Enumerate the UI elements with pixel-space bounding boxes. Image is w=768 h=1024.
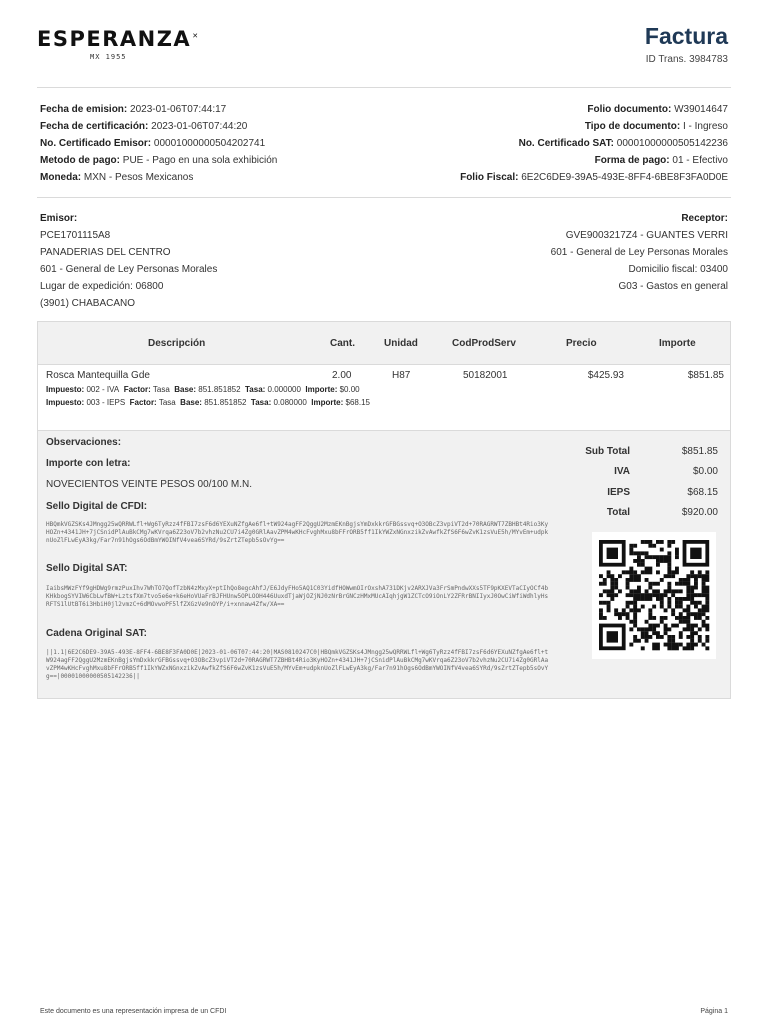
ieps-value: $68.15 — [687, 487, 718, 498]
row-unidad: H87 — [392, 370, 411, 381]
row-cant: 2.00 — [332, 370, 352, 381]
sello-cfdi-label: Sello Digital de CFDI: — [46, 501, 148, 512]
col-importe: Importe — [659, 338, 696, 349]
info-fecha-certificacion: Fecha de certificación: 2023-01-06T07:44:20 — [40, 121, 248, 132]
emisor-label: Emisor: — [40, 213, 78, 224]
info-folio-fiscal: Folio Fiscal: 6E2C6DE9-39A5-493E-8FF4-6BE8F3FA0D0E — [460, 172, 728, 183]
col-cant: Cant. — [330, 338, 355, 349]
emisor-name: PANADERIAS DEL CENTRO — [40, 247, 171, 258]
invoice-info-right — [460, 101, 728, 186]
emisor-sucursal: (3901) CHABACANO — [40, 298, 136, 309]
sello-cfdi-value: HBQmkVGZSKs4JMngg25wQRRWLfl+Wg6TyRzz4fFBI7zsF6d6YEXuNZfgAe6fl+tW924agFF2QggU2MzmEKnBgjsYmDxkkrGFBGssvq+O3OBcZ3vpiVT2d+70RAGRWT7ZBHBt4Rio3KyHOZn+4341JH+7jCSnidPlAuBkCMg7wKVrqa6Z23oV7b2vhzNu2CU7i4Zg0GRlAavZPM4wKHcFvghMxu8bFFrORB5ff1IkYWZxNGnxzikZvAwfkZfS6F6wZvK1zsVuE5h/MYvEm+udpknUoZlFLwEyA3kg/Far7n91hOgs6OdBmYWOINfV4vea6SYRd/9sZrtZTepb5sOvYg== — [46, 521, 549, 544]
logo-subtext: MX 1955 — [90, 53, 127, 61]
document-title-block — [645, 23, 728, 65]
qr-code-icon — [592, 532, 716, 659]
emisor-regimen: 601 - General de Ley Personas Morales — [40, 264, 218, 275]
iva-label: IVA — [614, 466, 630, 477]
emisor-block — [40, 210, 217, 312]
iva-value: $0.00 — [692, 466, 718, 477]
col-unidad: Unidad — [384, 338, 418, 349]
summary-panel — [37, 431, 731, 699]
subtotal-label: Sub Total — [585, 446, 630, 457]
sello-sat-label: Sello Digital SAT: — [46, 563, 128, 574]
info-certificado-emisor: No. Certificado Emisor: 00001000000504202741 — [40, 138, 266, 149]
row-codprodserv: 50182001 — [463, 370, 508, 381]
transaction-id: ID Trans. 3984783 — [645, 54, 728, 65]
page-number: Página 1 — [700, 1008, 728, 1015]
receptor-label: Receptor: — [681, 213, 728, 224]
receptor-regimen: 601 - General de Ley Personas Morales — [550, 247, 728, 258]
col-precio: Precio — [566, 338, 597, 349]
info-divider — [37, 197, 731, 198]
invoice-info-left — [40, 101, 277, 186]
footer-disclaimer: Este documento es una representación impresa de un CFDI — [40, 1008, 227, 1015]
col-codprodserv: CodProdServ — [452, 338, 516, 349]
emisor-lugar-expedicion: Lugar de expedición: 06800 — [40, 281, 164, 292]
info-metodo-pago: Metodo de pago: PUE - Pago en una sola exhibición — [40, 155, 278, 166]
cadena-original-value: ||1.1|6E2C6DE9-39A5-493E-8FF4-6BE8F3FA0D0E|2023-01-06T07:44:20|MAS0810247C0|HBQmkVGZSKs4JMngg25wQRRWLfl+Wg6TyRzz4fFBI7zsF6d6YEXuNZfgAe6fl+tW924agFF2QggU2MzmEKnBgjsYmDxkkrGFBGssvq+O3OBcZ3vpiVT2d+70RAGRWT7ZBHBt4Rio3KyHOZn+4341JH+7jCSnidPlAuBkCMg7wKVrqa6Z23oV7b2vhzNu2CU7i4Zg0GRlAavZPM4wKHcFvghMxu8bFFrORB5ff1IkYWZxNGnxzikZvAwfkZfS6F6wZvK1zsVuE5h/MYvEm+udpknUoZlFLwEyA3kg/Far7n91hOgs6OdBmYWOINfV4vea6SYRd/9sZrtZTepb5sOvYg==|00001000000505142236|| — [46, 649, 549, 680]
total-value: $920.00 — [681, 507, 718, 518]
receptor-uso-cfdi: G03 - Gastos en general — [618, 281, 728, 292]
qr-code-graphic — [592, 532, 716, 659]
total-label: Total — [606, 507, 630, 518]
row-precio: $425.93 — [587, 370, 624, 381]
tax-line-iva: Impuesto: 002 - IVA Factor: Tasa Base: 851.851852 Tasa: 0.000000 Importe: $0.00 — [46, 385, 360, 394]
emisor-rfc: PCE1701115A8 — [40, 230, 111, 241]
items-table-header — [38, 322, 730, 365]
info-folio-documento: Folio documento: W39014647 — [587, 104, 728, 115]
row-importe: $851.85 — [687, 370, 724, 381]
col-descripcion: Descripción — [148, 338, 206, 349]
info-fecha-emision: Fecha de emision: 2023-01-06T07:44:17 — [40, 104, 227, 115]
importe-letra-label: Importe con letra: — [46, 458, 131, 469]
subtotal-value: $851.85 — [681, 446, 718, 457]
observaciones-label: Observaciones: — [46, 437, 122, 448]
header-divider — [37, 87, 731, 88]
document-title: Factura — [644, 23, 728, 49]
info-tipo-documento: Tipo de documento: I - Ingreso — [584, 121, 728, 132]
logo-mark: ✕ — [192, 32, 200, 40]
tax-line-ieps: Impuesto: 003 - IEPS Factor: Tasa Base: 851.851852 Tasa: 0.080000 Importe: $68.15 — [46, 398, 370, 407]
receptor-block — [551, 210, 728, 295]
info-certificado-sat: No. Certificado SAT: 00001000000505142236 — [518, 138, 728, 149]
cadena-original-label: Cadena Original SAT: — [46, 628, 147, 639]
receptor-domicilio: Domicilio fiscal: 03400 — [628, 264, 728, 275]
brand-logo — [37, 25, 200, 61]
ieps-label: IEPS — [607, 487, 630, 498]
row-descripcion: Rosca Mantequilla Gde — [46, 370, 150, 381]
importe-letra-value: NOVECIENTOS VEINTE PESOS 00/100 M.N. — [46, 479, 252, 490]
sello-sat-value: IaibsMWzFYf9gHDWg9rmzPuxIhv7WhTO7QofTzbN4zMxyX+ptIhQo8egcAhfJ/E6JdyFHo5AQ1C03YidfHOWwmOIrOxshA731DKjv2ARXJVa3FrSmPndwXXs5TF9pKXEVTaCIyOCf4bKHkbogSYVIW6CbLwfBW+LztsfXm7tvo5e6e+k6eHoVUaFrBJFHUnw5OPLOOH446UuxdTjaWjOZjNJ0zNrBrGNCzHMxMUcAIqhjgW1ZCTcO9iOnLY2ZFRrBNIIyxJ0OwCiWfiWdhlyHsRFTS1lUtBT6i3HbiH0jl2vmzC+6dMOvwoPF5lfZXGzVe9nOYP/i+xnnaw4Zfw/XA== — [46, 585, 549, 608]
logo-text: ESPERANZA — [37, 27, 192, 51]
info-moneda: Moneda: MXN - Pesos Mexicanos — [40, 172, 194, 183]
info-forma-pago: Forma de pago: 01 - Efectivo — [594, 155, 728, 166]
items-table — [37, 321, 731, 431]
receptor-rfc-name: GVE9003217Z4 - GUANTES VERRI — [565, 230, 728, 241]
